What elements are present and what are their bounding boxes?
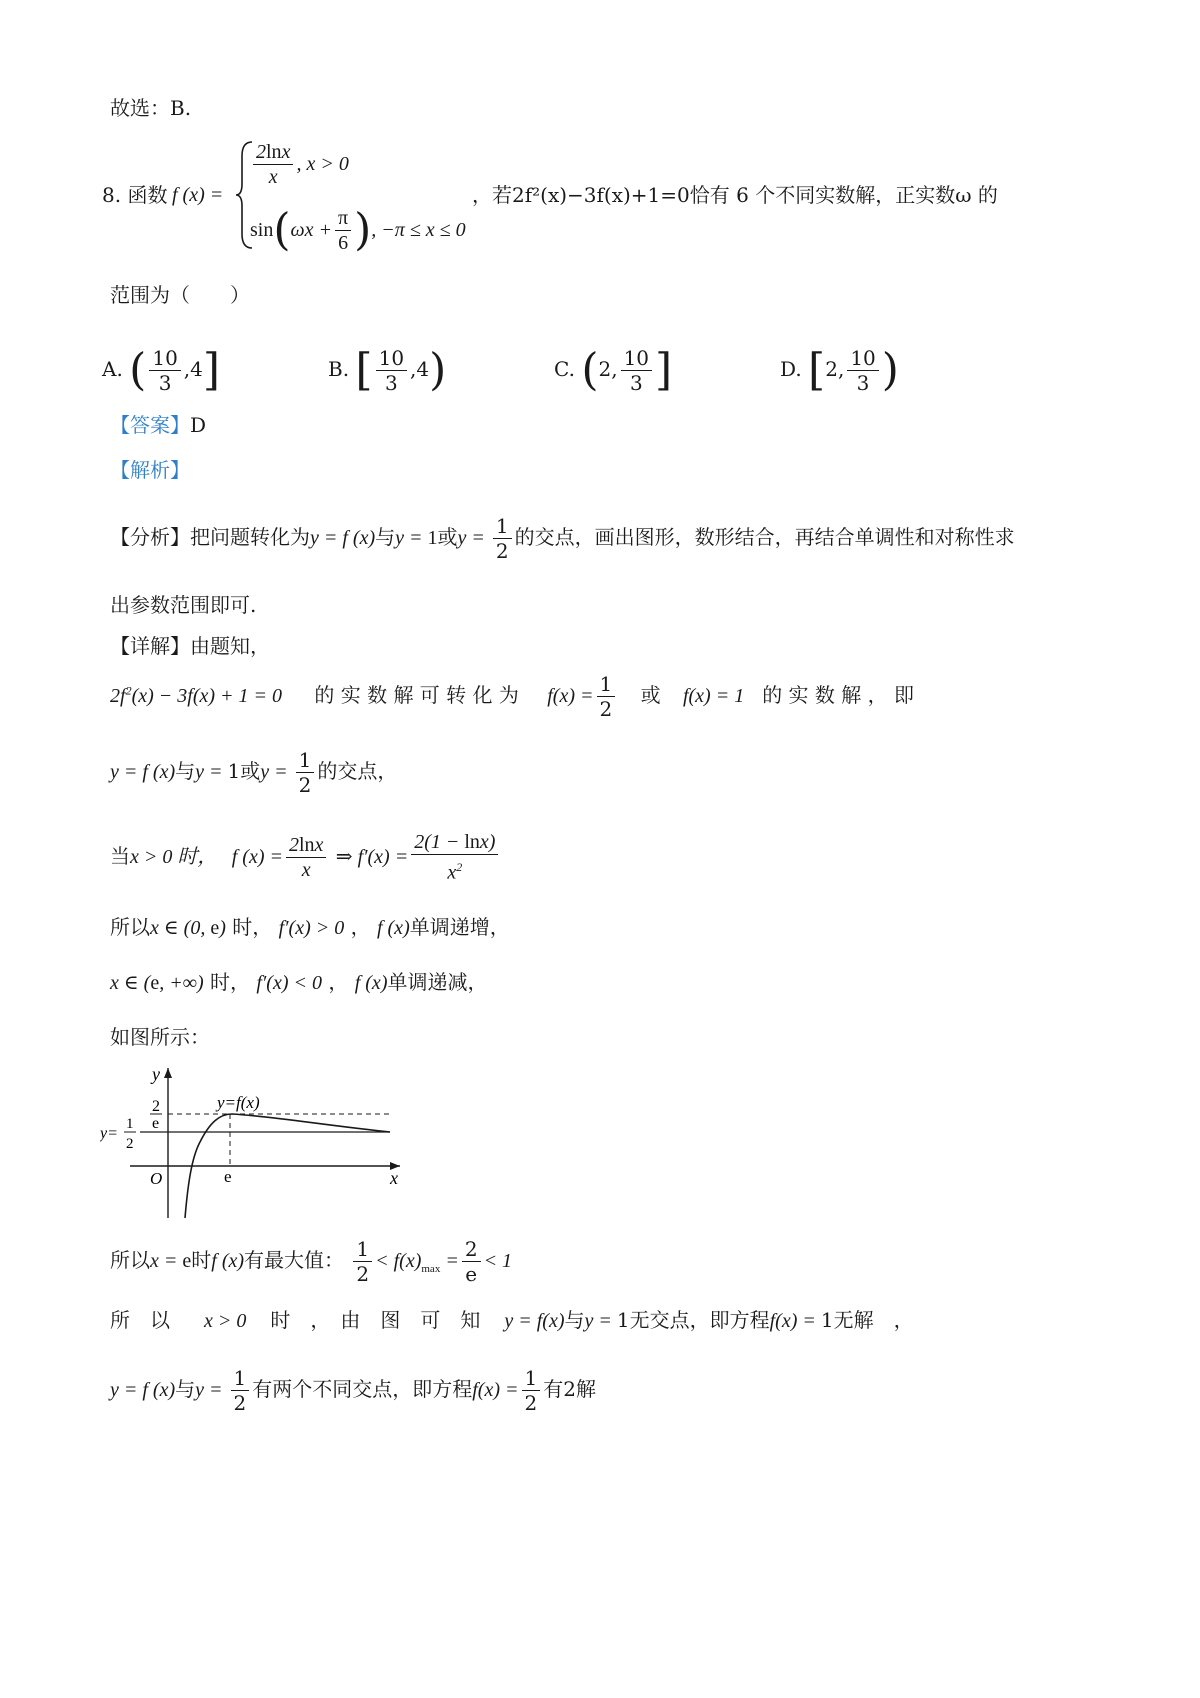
origin-label: O [150,1169,163,1188]
solution-line-1: $2f^2(x) - 3f(x) + 1 = 0$ 的 实 数 解 可 转 化 为 f(x) = $\frac{1}{2}$ 或 f(x) = 1 的 实 数 解 ， 即 [110,672,914,721]
decreasing-line: x ∈ (e, +∞) 时， f′(x) < 0 ， f (x)单调递减， [110,970,488,994]
function-name: f (x) = [172,184,224,206]
option-a[interactable]: A. ( $\frac{10}{3}$ ,4] [102,344,221,396]
figure-caption: 如图所示： [110,1025,210,1049]
question-stem-end: 范围为（ ） [110,283,250,307]
increasing-line: 所以x ∈ (0, e) 时， f′(x) > 0 ， f (x)单调递增， [110,915,510,939]
half-num: 1 [126,1116,134,1132]
y-axis-label: y [152,1064,160,1084]
conclusion-line: 所 以 x > 0 时 ， 由 图 可 知 y = f(x)与y = 1无交点，即方程f(x) = 1无解 ， [110,1308,914,1332]
half-label: y= [100,1125,118,1142]
e-label: e [224,1167,232,1186]
question-condition: ，若2f²(x)−3f(x)+1=0恰有 6 个不同实数解，正实数ω 的 [472,183,998,207]
analysis-tag: 【解析】 [110,458,190,482]
y-axis-arrow [164,1068,172,1078]
function-graph [100,1062,410,1222]
solution-line-2: y = f (x)与y = 1或y = $\frac{1}{2}$ 的交点， [110,748,398,797]
answer-line [110,410,1100,440]
analysis-line-1: 【分析】把问题转化为y = f (x)与y = 1或y = $\frac{1}{2}$ 的交点，画出图形，数形结合，再结合单调性和对称性求 [110,514,1015,563]
option-b[interactable]: B. [ $\frac{10}{3}$ ,4) [328,344,447,396]
piece-1: $\frac{2\ln x}{x}$ , x > 0 [250,140,349,189]
curve-label: y=f(x) [217,1093,260,1112]
piece-2: sin(ωx + $\frac{\pi}{6}$ ), −π ≤ x ≤ 0 [250,204,466,256]
options-row [102,332,1100,396]
option-c[interactable]: C. (2, $\frac{10}{3}$ ] [554,344,673,396]
max-value-line: 所以x = e时f (x)有最大值： $\frac{1}{2}$ < $f(x)_{max}$ = $\frac{2}{e}$ < 1 [110,1237,513,1286]
question-number: 8. 函数 [102,183,168,207]
answer-tag: 【答案】 [110,413,190,437]
answer-value: D [190,413,207,437]
half-den: 2 [126,1136,134,1152]
derivative-line: 当x > 0 时， f (x) = $\frac{2\ln x}{x}$ ⇒ f′(x) = $\frac{2(1 - \ln x)}{x^2}$ [110,830,1100,882]
analysis-line-2: 出参数范围即可. [110,593,257,617]
two-over-e-den: e [152,1115,160,1132]
x-axis-label: x [390,1168,398,1188]
two-over-e-num: 2 [152,1098,160,1115]
final-line: y = f (x)与y = $\frac{1}{2}$ 有两个不同交点，即方程f(x) = $\frac{1}{2}$ 有2解 [110,1366,596,1415]
solution-intro: 【详解】由题知， [110,634,270,658]
question-8 [102,140,1100,256]
previous-answer-line: 故选：B. [110,96,192,120]
option-d[interactable]: D. [2, $\frac{10}{3}$ ) [780,344,899,396]
